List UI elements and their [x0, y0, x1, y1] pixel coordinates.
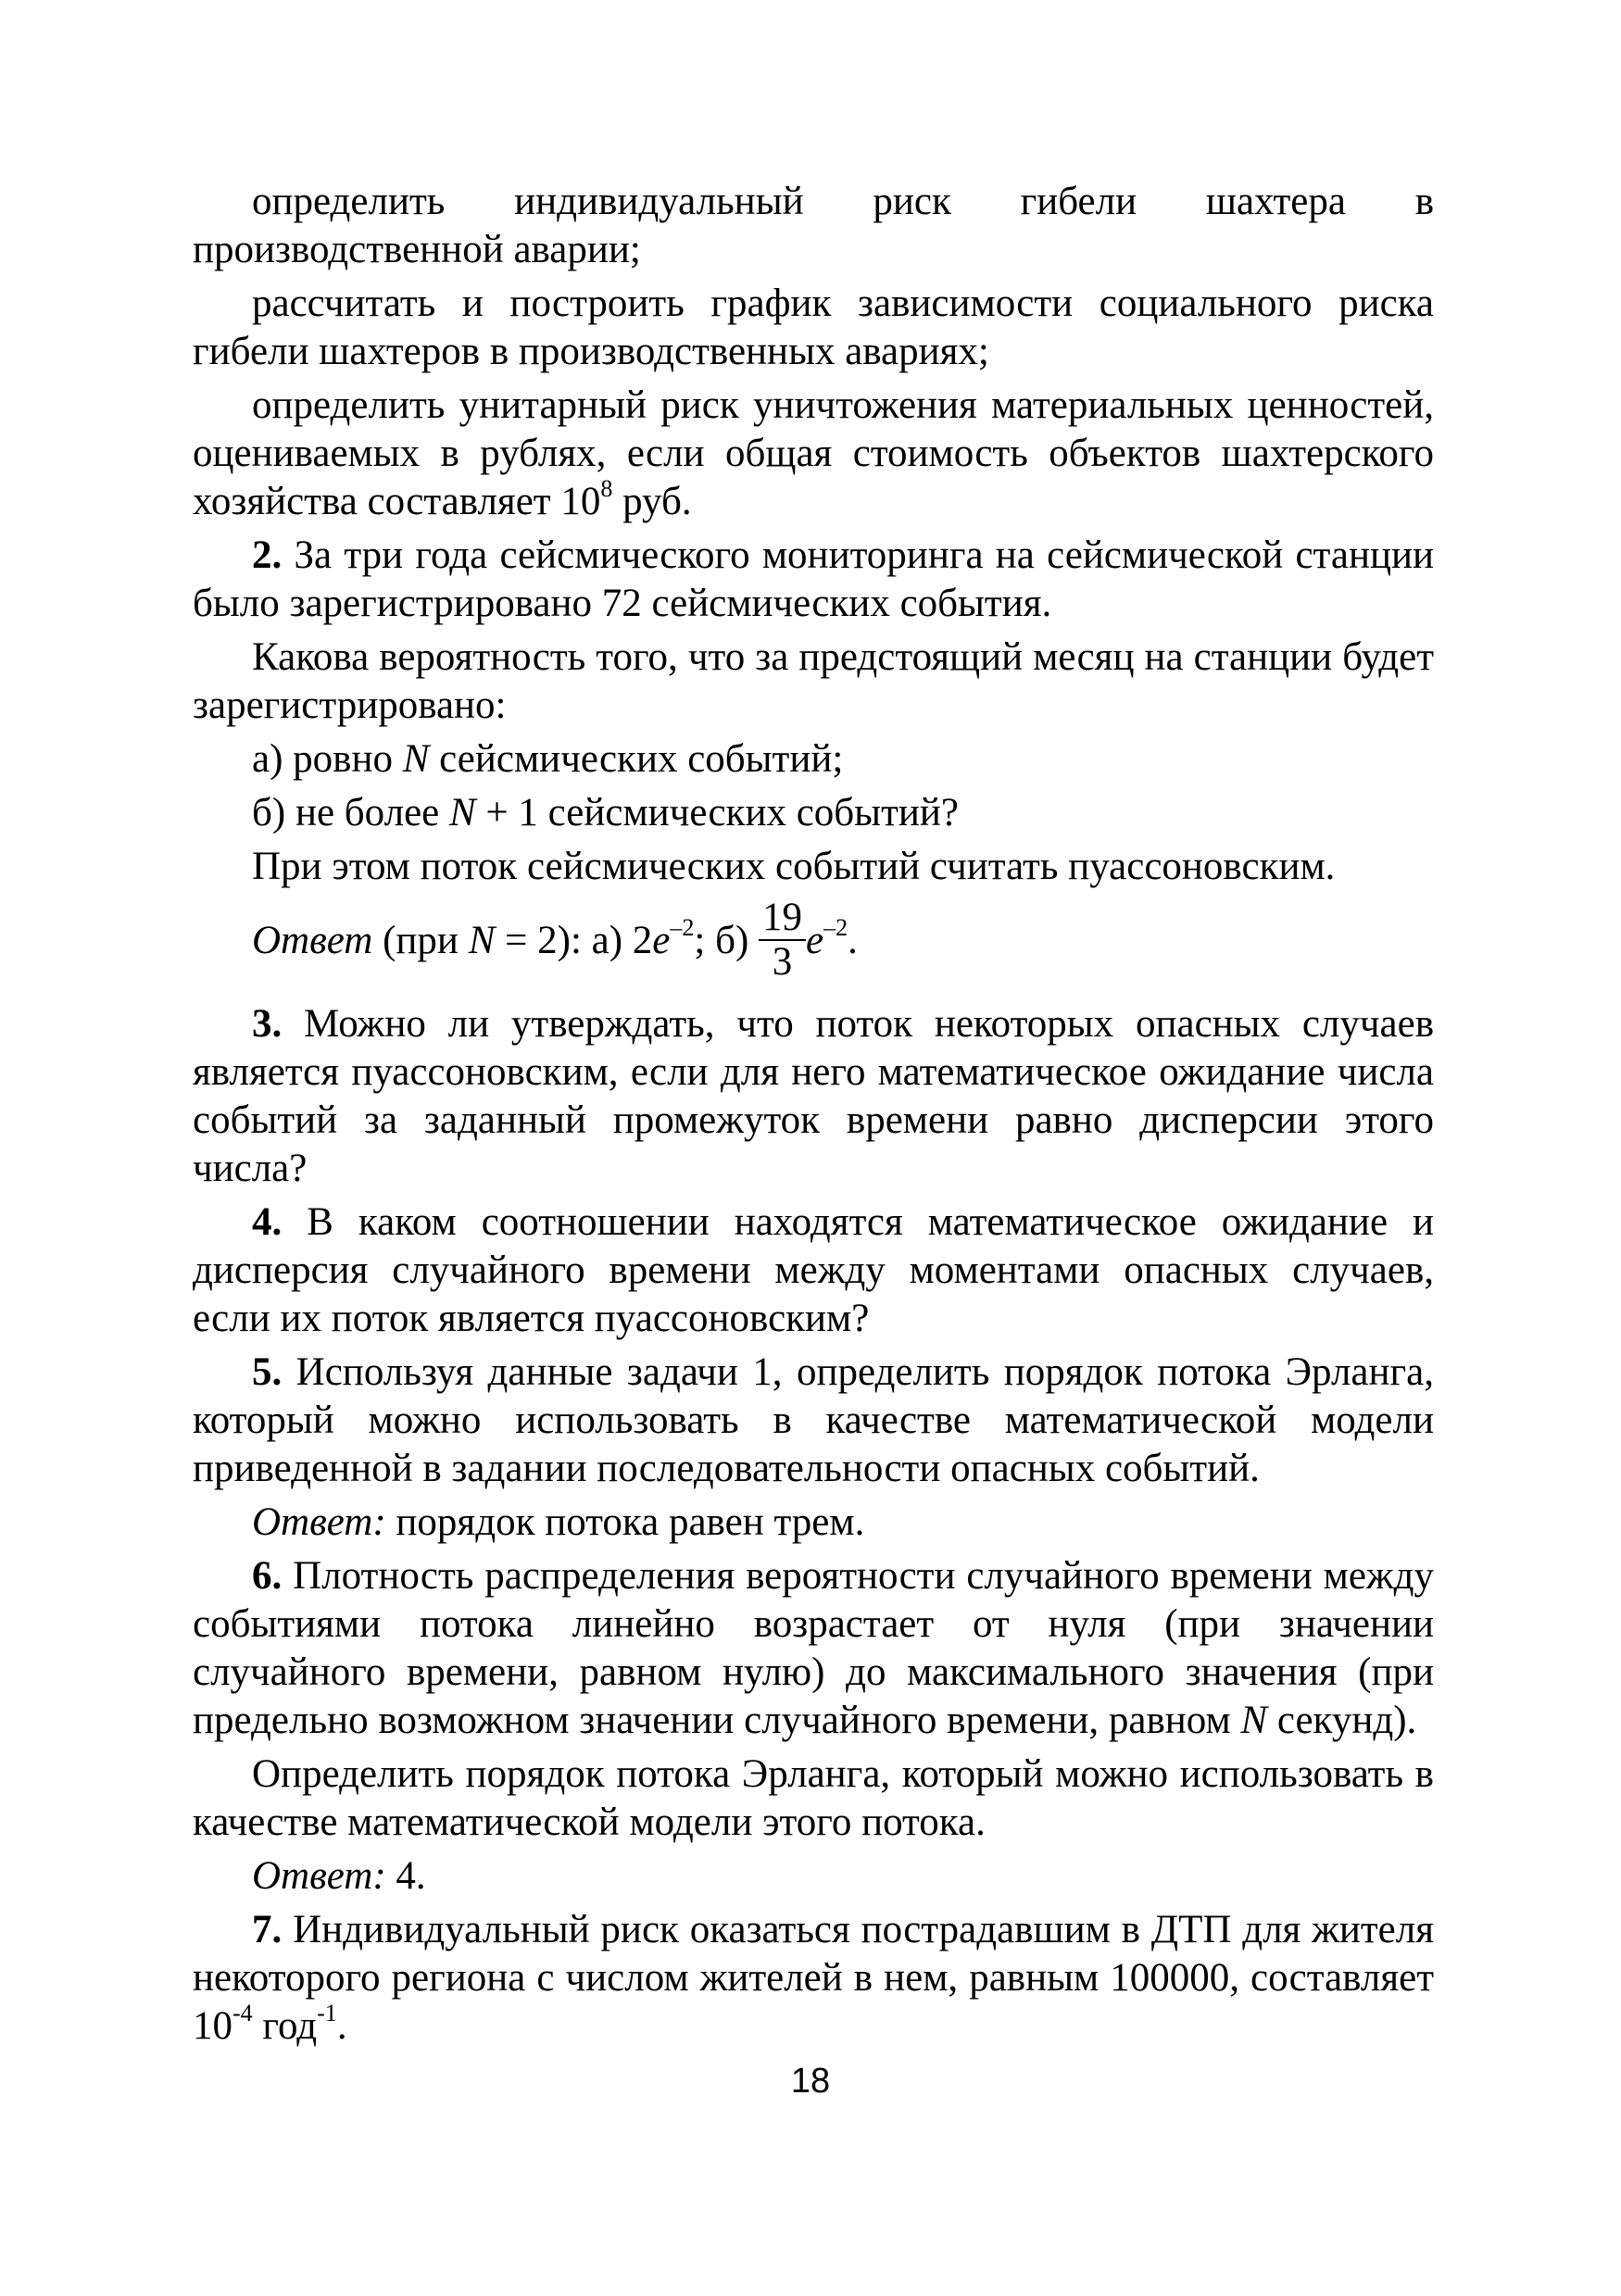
task-5-answer-text: порядок потока равен трем.: [385, 1500, 865, 1544]
task-6-text-end: секунд).: [1267, 1699, 1417, 1742]
answer-a-e: e: [652, 918, 671, 962]
task-4-number: 4.: [252, 1200, 283, 1244]
option-b-variable: N: [448, 791, 476, 834]
answer-separator: ; б): [694, 918, 760, 962]
answer-condition: (при: [372, 918, 469, 962]
answer-b-e: e: [806, 918, 824, 962]
option-b-prefix: б) не более: [252, 791, 449, 834]
answer-condition-value: = 2): а): [495, 918, 633, 962]
answer-a-coefficient: 2: [632, 918, 653, 962]
task-7-exponent-1: -4: [232, 2000, 253, 2026]
task-5-text: Используя данные задачи 1, определить порядок потока Эрланга, который можно использовать в качестве математической модели приведенной в задании последовательности опасных событий.: [193, 1350, 1434, 1490]
task-6-question: Определить порядок потока Эрланга, который можно использовать в качестве математической модели этого потока.: [193, 1752, 1434, 1844]
answer-a-exponent: –2: [670, 913, 695, 941]
option-b-suffix: + 1 сейсмических событий?: [475, 791, 959, 834]
task-7: [193, 1906, 1434, 2051]
paragraph-social-risk: рассчитать и построить график зависимости социального риска гибели шахтеров в производственных авариях;: [193, 282, 1434, 373]
task-7-unit: год: [252, 2004, 318, 2048]
task-4: [193, 1198, 1434, 1343]
answer-condition-variable: N: [468, 918, 496, 962]
task-5: [193, 1349, 1434, 1493]
task-6-number: 6.: [252, 1554, 283, 1598]
option-a-prefix: а) ровно: [252, 737, 403, 781]
answer-b-fraction: [759, 897, 806, 984]
task-6-variable: N: [1240, 1699, 1268, 1742]
task-2-option-a: [193, 735, 1434, 784]
task-2: [193, 532, 1434, 628]
paragraph-unitary-risk: [193, 382, 1434, 526]
unitary-risk-exponent: 8: [600, 475, 613, 502]
task-3-text: Можно ли утверждать, что поток некоторых опасных случаев является пуассоновским, если для него математическое ожидание числа событий за заданный промежуток времени равно дисперсии этого числа?: [193, 1002, 1434, 1190]
task-3-number: 3.: [252, 1002, 283, 1046]
task-2-answer: [193, 896, 1434, 987]
fraction-denominator: 3: [772, 940, 793, 984]
task-2-note: При этом поток сейсмических событий считать пуассоновским.: [252, 845, 1336, 888]
task-2-option-b: [193, 789, 1434, 837]
task-6: [193, 1552, 1434, 1745]
task-6-answer-text: 4.: [385, 1854, 426, 1898]
task-7-end: .: [336, 2004, 347, 2048]
page-body: [193, 178, 1434, 2051]
task-2-question: Какова вероятность того, что за предстоящий месяц на станции будет зарегистрировано:: [193, 635, 1434, 727]
option-a-suffix: сейсмических событий;: [429, 737, 844, 781]
task-5-number: 5.: [252, 1350, 283, 1394]
task-7-number: 7.: [252, 1908, 283, 1951]
answer-end: .: [848, 918, 858, 962]
task-4-text: В каком соотношении находятся математическое ожидание и дисперсия случайного времени между моментами опасных случаев, если их поток является пуассоновским?: [193, 1200, 1434, 1340]
paragraph-individual-risk: определить индивидуальный риск гибели шахтера в производственной аварии;: [193, 180, 1434, 271]
task-3: [193, 1000, 1434, 1193]
fraction-numerator: 19: [759, 897, 806, 941]
page-number: 18: [790, 2062, 831, 2101]
unitary-risk-unit: руб.: [612, 480, 692, 523]
task-7-text: Индивидуальный риск оказаться пострадавшим в ДТП для жителя некоторого региона с числом жителей в нем, равным 100000, составляет 10: [193, 1908, 1434, 2048]
task-2-number: 2.: [252, 533, 283, 577]
task-7-exponent-2: -1: [317, 2000, 337, 2026]
unitary-risk-text: определить унитарный риск уничтожения материальных ценностей, оцениваемых в рублях, если общая стоимость объектов шахтерского хозяйства составляет 10: [193, 383, 1434, 523]
task-6-answer-label: Ответ:: [252, 1854, 386, 1898]
task-6-answer: [193, 1852, 1434, 1901]
task-2-text: За три года сейсмического мониторинга на сейсмической станции было зарегистрировано 72 сейсмических события.: [193, 533, 1434, 625]
task-6-text: Плотность распределения вероятности случайного времени между событиями потока линейно возрастает от нуля (при значении случайного времени, равном нулю) до максимального значения (при предельно возможном значении случайного времени, равном: [193, 1554, 1434, 1742]
answer-b-exponent: –2: [823, 913, 848, 941]
answer-label: Ответ: [252, 918, 373, 962]
task-5-answer-label: Ответ:: [252, 1500, 386, 1544]
task-5-answer: [193, 1499, 1434, 1547]
option-a-variable: N: [402, 737, 430, 781]
